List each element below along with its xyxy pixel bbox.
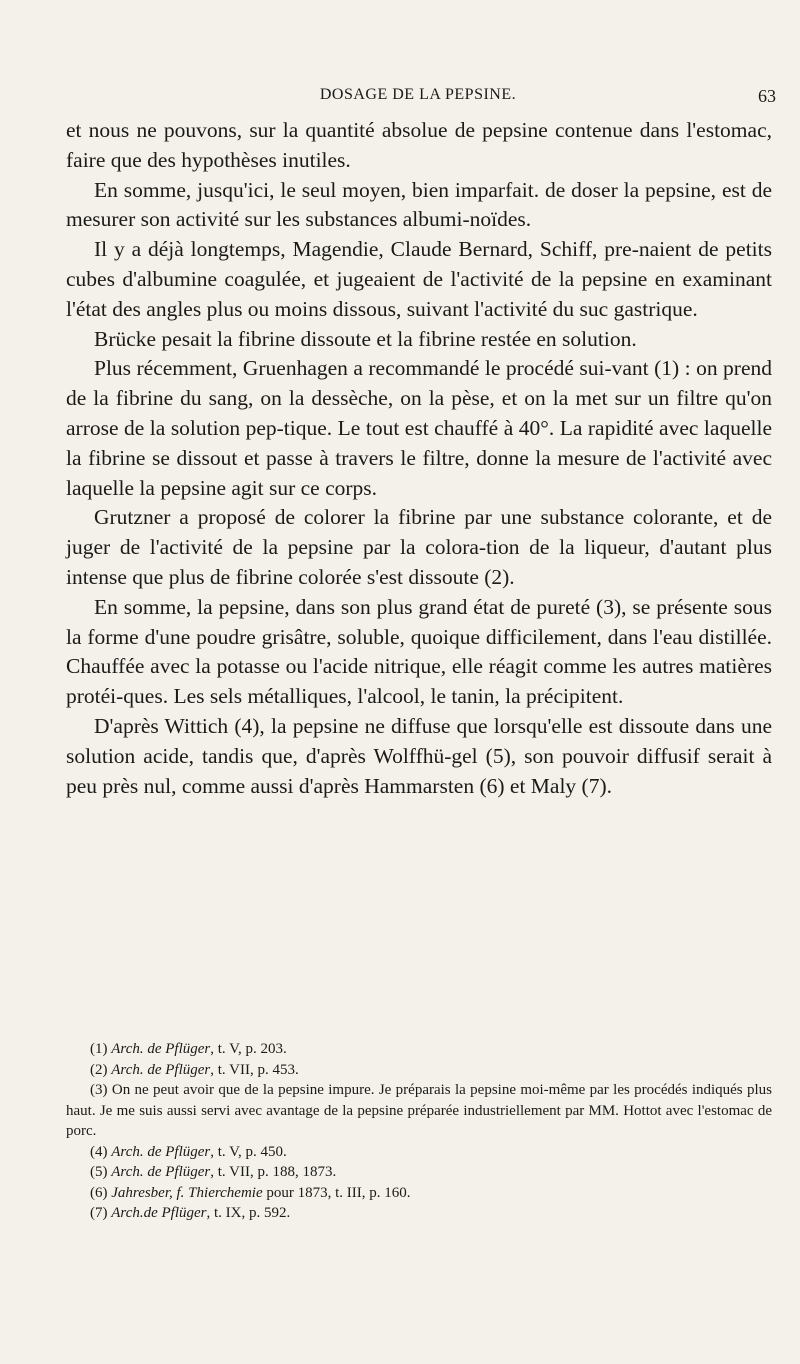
page-header (60, 84, 776, 110)
footnote-source: Arch. de Pflüger (111, 1061, 211, 1078)
footnote-text: , t. V, p. 450. (210, 1143, 287, 1160)
footnote-source: Jahresber, f. Thierchemie (111, 1184, 263, 1201)
footnote (66, 1039, 772, 1060)
footnote-text: , t. VII, p. 453. (210, 1061, 299, 1078)
footnote-text: , t. IX, p. 592. (206, 1205, 291, 1221)
footnote-text: On ne peut avoir que de la pepsine impure. Je préparais la pepsine moi-même par les procédés indiqués plus haut. Je me suis aussi servi avec avantage de la pepsine préparée industriellement par MM. Hottot avec l'estomac de porc. (66, 1082, 773, 1139)
paragraph: En somme, la pepsine, dans son plus grand état de pureté (3), se présente sous la forme d'une poudre grisâtre, soluble, quoique difficilement, dans l'eau distillée. Chauffée avec la potasse ou l'acide nitrique, elle réagit comme les autres matières protéi-ques. Les sels métalliques, l'alcool, le tanin, la précipitent. (66, 594, 772, 709)
paragraph: Grutzner a proposé de colorer la fibrine par une substance colorante, et de juger de l'activité de la pepsine par la colora-tion de la liqueur, d'autant plus intense que plus de fibrine colorée s'est dissoute (2). (66, 505, 772, 589)
paragraph: En somme, jusqu'ici, le seul moyen, bien imparfait. de doser la pepsine, est de mesurer son activité sur les substances albumi-noïdes. (66, 177, 772, 232)
footnote (66, 1203, 772, 1224)
footnote-number: (6) (90, 1184, 108, 1201)
footnote-text: , t. V, p. 203. (210, 1041, 287, 1057)
footnote (66, 1060, 772, 1081)
footnote (66, 1162, 772, 1183)
page-number: 63 (758, 86, 776, 106)
paragraph: D'après Wittich (4), la pepsine ne diffuse que lorsqu'elle est dissoute dans une solution acide, tandis que, d'après Wolffhü-gel (5), son pouvoir diffusif serait à peu près nul, comme aussi d'après Hammarsten (6) et Maly (7). (66, 713, 772, 798)
footnote-source: Arch.de Pflüger (111, 1205, 207, 1221)
footnote-source: Arch. de Pflüger (111, 1041, 211, 1057)
running-title: DOSAGE DE LA PEPSINE. (319, 86, 517, 103)
footnote-number: (4) (90, 1143, 108, 1160)
paragraph: et nous ne pouvons, sur la quantité absolue de pepsine contenue dans l'estomac, faire que des hypothèses inutiles. (66, 118, 772, 172)
footnote-text: pour 1873, t. III, p. 160. (262, 1184, 411, 1201)
footnote (66, 1080, 772, 1142)
footnote-number: (7) (90, 1205, 108, 1221)
footnotes (66, 1039, 772, 1224)
footnote (66, 1142, 772, 1163)
footnote-number: (3) (90, 1082, 108, 1098)
footnote-number: (1) (90, 1041, 108, 1057)
body-text (66, 116, 772, 801)
footnote-number: (5) (90, 1164, 108, 1180)
footnote-text: , t. VII, p. 188, 1873. (210, 1164, 337, 1180)
paragraph: Plus récemment, Gruenhagen a recommandé le procédé sui-vant (1) : on prend de la fibrine du sang, on la dessèche, on la pèse, et on la met sur un filtre qu'on arrose de la solution pep-tique. Le tout est chauffé à 40°. La rapidité avec laquelle la fibrine se dissout et passe à travers le filtre, donne la mesure de l'activité avec laquelle la pepsine agit sur ce corps. (66, 356, 772, 500)
footnote-source: Arch. de Pflüger (111, 1143, 211, 1160)
paragraph: Brücke pesait la fibrine dissoute et la fibrine restée en solution. (94, 326, 637, 351)
footnote (66, 1183, 772, 1204)
footnote-number: (2) (90, 1061, 108, 1078)
paragraph: Il y a déjà longtemps, Magendie, Claude Bernard, Schiff, pre-naient de petits cubes d'albumine coagulée, et jugeaient de l'activité de la pepsine en examinant l'état des angles plus ou moins dissous, suivant l'activité du suc gastrique. (66, 237, 772, 321)
footnote-source: Arch. de Pflüger (111, 1164, 211, 1180)
